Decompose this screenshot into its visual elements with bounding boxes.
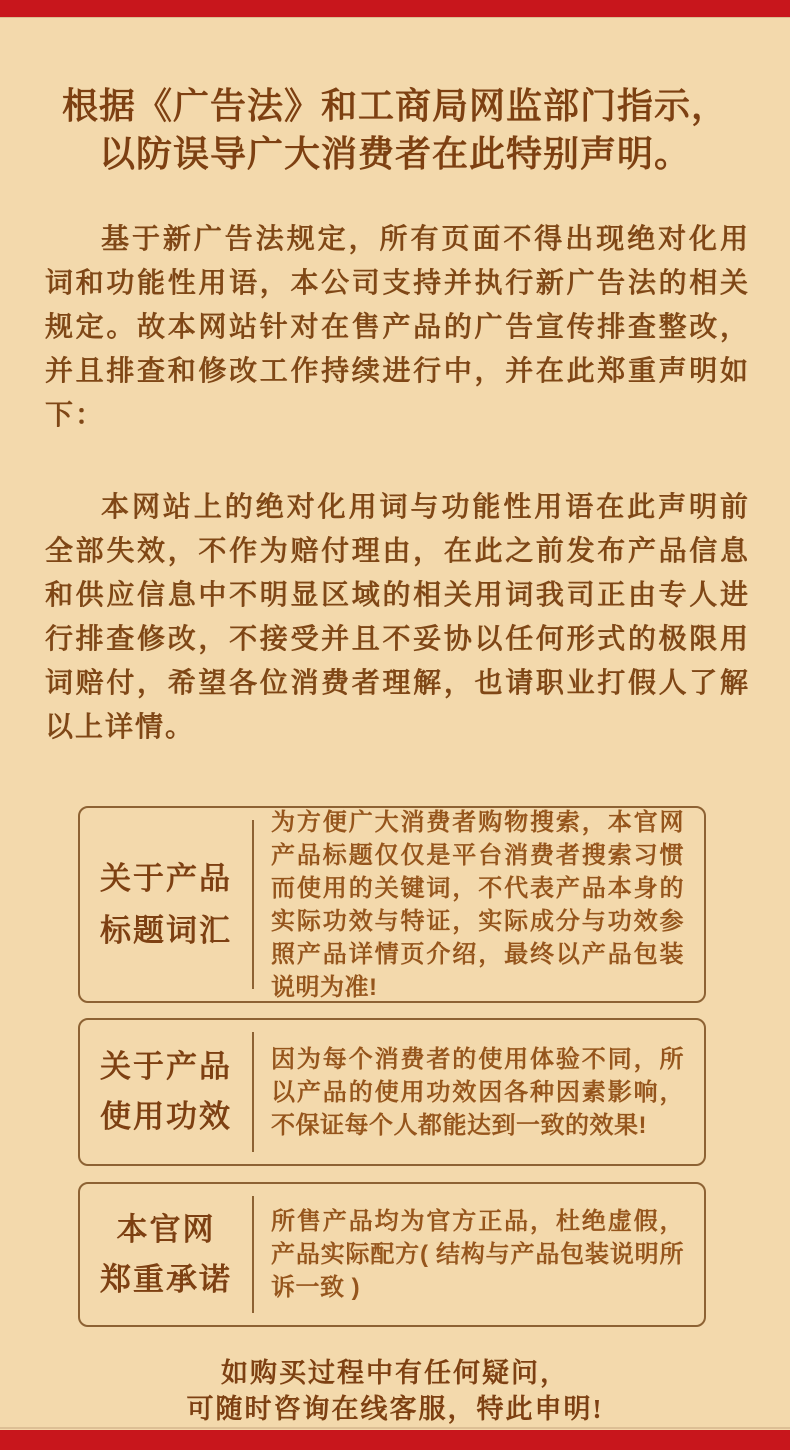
notice-box-body xyxy=(254,1020,704,1164)
bottom-red-band xyxy=(0,1430,790,1450)
bottom-accent-line xyxy=(0,1427,790,1429)
page-title xyxy=(0,82,790,178)
notice-box-usage-effect xyxy=(78,1018,706,1166)
notice-box-list xyxy=(78,806,706,1327)
notice-box-label-line-2: 使用功效 xyxy=(100,1099,232,1134)
intro-paragraph-1: 基于新广告法规定，所有页面不得出现绝对化用词和功能性用语，本公司支持并执行新广告法的相关规定。故本网站针对在售产品的广告宣传排查整改，并且排查和修改工作持续进行中，并在此郑重声明如下： xyxy=(45,224,750,431)
notice-box-label xyxy=(80,808,252,1001)
notice-box-body xyxy=(254,1184,704,1325)
footer-note xyxy=(0,1355,790,1427)
notice-box-body-text: 所售产品均为官方正品，杜绝虚假，产品实际配方( 结构与产品包装说明所诉一致 ) xyxy=(271,1208,684,1301)
notice-box-body-text: 因为每个消费者的使用体验不同，所以产品的使用功效因各种因素影响，不保证每个人都能达到一致的效果! xyxy=(271,1045,684,1139)
top-red-band xyxy=(0,0,790,18)
page-title-line-1: 根据《广告法》和工商局网监部门指示， xyxy=(61,86,728,126)
notice-box-label-line-1: 关于产品 xyxy=(100,1049,232,1084)
intro-paragraph-2: 本网站上的绝对化用词与功能性用语在此声明前全部失效，不作为赔付理由，在此之前发布产品信息和供应信息中不明显区域的相关用词我司正由专人进行排查修改，不接受并且不妥协以任何形式的极限用词赔付，希望各位消费者理解，也请职业打假人了解以上详情。 xyxy=(45,492,750,743)
notice-box-body xyxy=(254,808,704,1001)
notice-box-label xyxy=(80,1020,252,1164)
notice-box-body-text: 为方便广大消费者购物搜索，本官网产品标题仅仅是平台消费者搜索习惯而使用的关键词，不代表产品本身的实际功效与特证，实际成分与功效参照产品详情页介绍，最终以产品包装说明为准! xyxy=(271,808,684,1001)
page-title-line-2: 以防误导广大消费者在此特别声明。 xyxy=(98,134,691,174)
notice-box-official-promise xyxy=(78,1182,706,1327)
notice-box-label-line-2: 郑重承诺 xyxy=(100,1261,232,1297)
notice-box-title-keywords xyxy=(78,806,706,1003)
notice-box-label-line-1: 关于产品 xyxy=(100,860,232,896)
footer-note-line-1: 如购买过程中有任何疑问， xyxy=(221,1358,569,1388)
footer-note-line-2: 可随时咨询在线客服，特此申明! xyxy=(186,1394,604,1424)
notice-box-label xyxy=(80,1184,252,1325)
notice-box-label-line-1: 本官网 xyxy=(116,1211,216,1247)
notice-box-label-line-2: 标题词汇 xyxy=(100,912,232,948)
